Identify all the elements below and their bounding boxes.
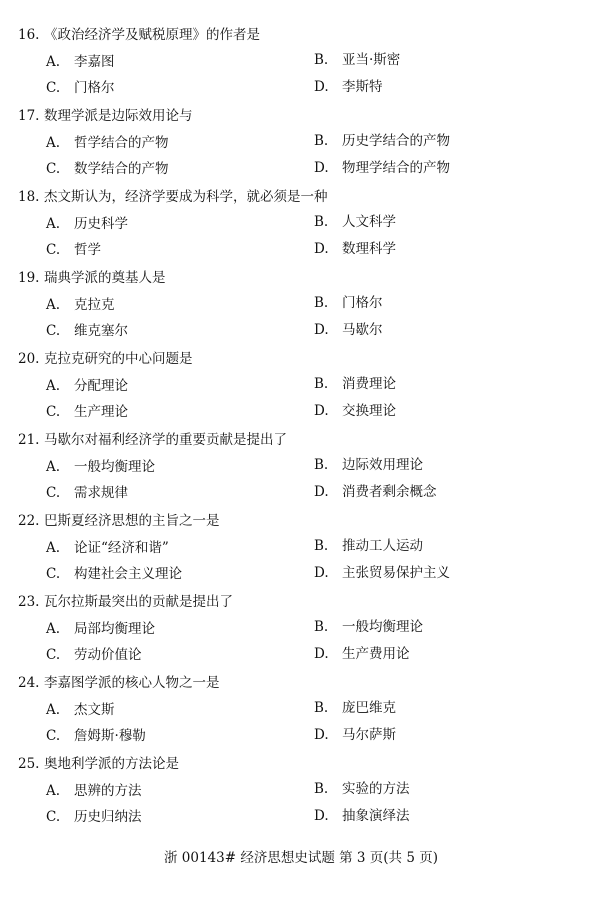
option-text: 边际效用理论 (342, 457, 423, 473)
option-text: 论证“经济和谐” (74, 540, 169, 556)
question-25 (0, 755, 602, 837)
question-16 (0, 26, 602, 108)
option-letter: C. (46, 566, 61, 582)
option-text: 詹姆斯·穆勒 (74, 728, 146, 744)
option-text: 哲学结合的产物 (74, 135, 169, 151)
option-letter: D. (314, 403, 329, 419)
question-22 (0, 512, 602, 594)
question-text: 李嘉图学派的核心人物之一是 (44, 675, 220, 691)
page-footer: 浙 00143# 经济思想史试题 第 3 页(共 5 页) (163, 850, 438, 866)
question-number: 22. (18, 513, 40, 529)
question-text: 克拉克研究的中心问题是 (44, 351, 193, 367)
option-letter: C. (46, 647, 61, 663)
option-c (46, 484, 128, 502)
option-text: 门格尔 (74, 80, 115, 96)
option-letter: C. (46, 242, 61, 258)
option-letter: B. (314, 214, 329, 230)
option-b (314, 456, 423, 474)
option-letter: B. (314, 52, 329, 68)
option-text: 杰文斯 (74, 702, 115, 718)
option-b (314, 294, 383, 312)
option-b (314, 51, 400, 69)
option-text: 人文科学 (342, 214, 396, 230)
question-text: 瓦尔拉斯最突出的贡献是提出了 (44, 594, 233, 610)
option-text: 消费理论 (342, 376, 396, 392)
option-d (314, 645, 410, 663)
question-number: 18. (18, 189, 40, 205)
option-c (46, 808, 142, 826)
option-d (314, 807, 410, 825)
question-text: 巴斯夏经济思想的主旨之一是 (44, 513, 220, 529)
option-c (46, 565, 182, 583)
option-b (314, 699, 396, 717)
option-text: 亚当·斯密 (342, 52, 401, 68)
question-stem (18, 107, 193, 125)
question-text: 奥地利学派的方法论是 (44, 756, 179, 772)
option-text: 数理科学 (342, 241, 396, 257)
option-letter: C. (46, 161, 61, 177)
option-letter: A. (46, 378, 61, 394)
option-text: 抽象演绎法 (342, 808, 410, 824)
question-stem (18, 593, 233, 611)
question-20 (0, 350, 602, 432)
question-text: 《政治经济学及赋税原理》的作者是 (44, 27, 260, 43)
option-a (46, 620, 155, 638)
option-d (314, 402, 396, 420)
option-letter: D. (314, 241, 329, 257)
option-letter: B. (314, 133, 329, 149)
question-number: 25. (18, 756, 40, 772)
option-text: 李嘉图 (74, 54, 115, 70)
option-text: 推动工人运动 (342, 538, 423, 554)
option-text: 历史学结合的产物 (342, 133, 450, 149)
option-b (314, 213, 396, 231)
option-text: 交换理论 (342, 403, 396, 419)
option-letter: B. (314, 700, 329, 716)
option-letter: B. (314, 619, 329, 635)
option-text: 克拉克 (74, 297, 115, 313)
question-19 (0, 269, 602, 351)
question-number: 24. (18, 675, 40, 691)
question-text: 数理学派是边际效用论与 (44, 108, 193, 124)
option-a (46, 134, 169, 152)
option-b (314, 537, 423, 555)
option-d (314, 240, 396, 258)
option-letter: C. (46, 323, 61, 339)
option-a (46, 215, 128, 233)
option-text: 一般均衡理论 (342, 619, 423, 635)
question-17 (0, 107, 602, 189)
option-letter: B. (314, 376, 329, 392)
option-letter: A. (46, 783, 61, 799)
option-text: 构建社会主义理论 (74, 566, 182, 582)
option-text: 庞巴维克 (342, 700, 396, 716)
option-b (314, 618, 423, 636)
option-text: 生产理论 (74, 404, 128, 420)
option-letter: C. (46, 404, 61, 420)
option-letter: B. (314, 538, 329, 554)
option-letter: D. (314, 484, 329, 500)
option-text: 主张贸易保护主义 (342, 565, 450, 581)
question-stem (18, 431, 287, 449)
option-text: 一般均衡理论 (74, 459, 155, 475)
option-b (314, 780, 410, 798)
question-number: 21. (18, 432, 40, 448)
question-stem (18, 26, 260, 44)
option-text: 数学结合的产物 (74, 161, 169, 177)
option-letter: A. (46, 216, 61, 232)
option-letter: C. (46, 728, 61, 744)
option-letter: D. (314, 322, 329, 338)
option-c (46, 160, 169, 178)
option-letter: B. (314, 781, 329, 797)
option-letter: A. (46, 54, 61, 70)
option-c (46, 403, 128, 421)
option-letter: A. (46, 459, 61, 475)
question-stem (18, 512, 220, 530)
option-b (314, 132, 450, 150)
option-d (314, 564, 450, 582)
option-letter: C. (46, 80, 61, 96)
option-text: 实验的方法 (342, 781, 410, 797)
option-c (46, 79, 115, 97)
question-stem (18, 674, 220, 692)
option-letter: D. (314, 727, 329, 743)
question-number: 16. (18, 27, 40, 43)
option-a (46, 377, 128, 395)
option-text: 物理学结合的产物 (342, 160, 450, 176)
question-stem (18, 350, 193, 368)
option-text: 分配理论 (74, 378, 128, 394)
option-text: 李斯特 (342, 79, 383, 95)
option-text: 马尔萨斯 (342, 727, 396, 743)
option-letter: A. (46, 702, 61, 718)
option-letter: D. (314, 565, 329, 581)
question-text: 杰文斯认为，经济学要成为科学，就必须是一种 (44, 189, 328, 205)
question-24 (0, 674, 602, 756)
option-a (46, 53, 115, 71)
option-letter: D. (314, 79, 329, 95)
question-18 (0, 188, 602, 270)
question-stem (18, 188, 328, 206)
option-b (314, 375, 396, 393)
option-c (46, 241, 101, 259)
option-letter: A. (46, 297, 61, 313)
option-letter: C. (46, 485, 61, 501)
option-a (46, 701, 115, 719)
option-text: 消费者剩余概念 (342, 484, 437, 500)
question-21 (0, 431, 602, 513)
option-letter: C. (46, 809, 61, 825)
option-text: 历史归纳法 (74, 809, 142, 825)
option-letter: D. (314, 160, 329, 176)
option-letter: A. (46, 621, 61, 637)
option-d (314, 321, 383, 339)
option-a (46, 458, 155, 476)
option-text: 生产费用论 (342, 646, 410, 662)
option-letter: A. (46, 135, 61, 151)
question-number: 23. (18, 594, 40, 610)
option-text: 需求规律 (74, 485, 128, 501)
option-c (46, 646, 142, 664)
option-c (46, 727, 146, 745)
option-text: 历史科学 (74, 216, 128, 232)
option-c (46, 322, 128, 340)
option-letter: B. (314, 457, 329, 473)
question-text: 瑞典学派的奠基人是 (44, 270, 166, 286)
question-number: 20. (18, 351, 40, 367)
question-number: 19. (18, 270, 40, 286)
option-letter: A. (46, 540, 61, 556)
option-text: 维克塞尔 (74, 323, 128, 339)
option-d (314, 159, 450, 177)
question-stem (18, 269, 166, 287)
option-letter: D. (314, 808, 329, 824)
option-a (46, 782, 142, 800)
option-d (314, 483, 437, 501)
option-d (314, 78, 383, 96)
option-a (46, 296, 115, 314)
option-letter: B. (314, 295, 329, 311)
option-text: 马歇尔 (342, 322, 383, 338)
option-a (46, 539, 169, 557)
question-stem (18, 755, 179, 773)
option-text: 思辨的方法 (74, 783, 142, 799)
option-d (314, 726, 396, 744)
question-text: 马歇尔对福利经济学的重要贡献是提出了 (44, 432, 287, 448)
question-number: 17. (18, 108, 40, 124)
option-text: 劳动价值论 (74, 647, 142, 663)
option-text: 局部均衡理论 (74, 621, 155, 637)
option-text: 门格尔 (342, 295, 383, 311)
option-text: 哲学 (74, 242, 101, 258)
question-23 (0, 593, 602, 675)
option-letter: D. (314, 646, 329, 662)
